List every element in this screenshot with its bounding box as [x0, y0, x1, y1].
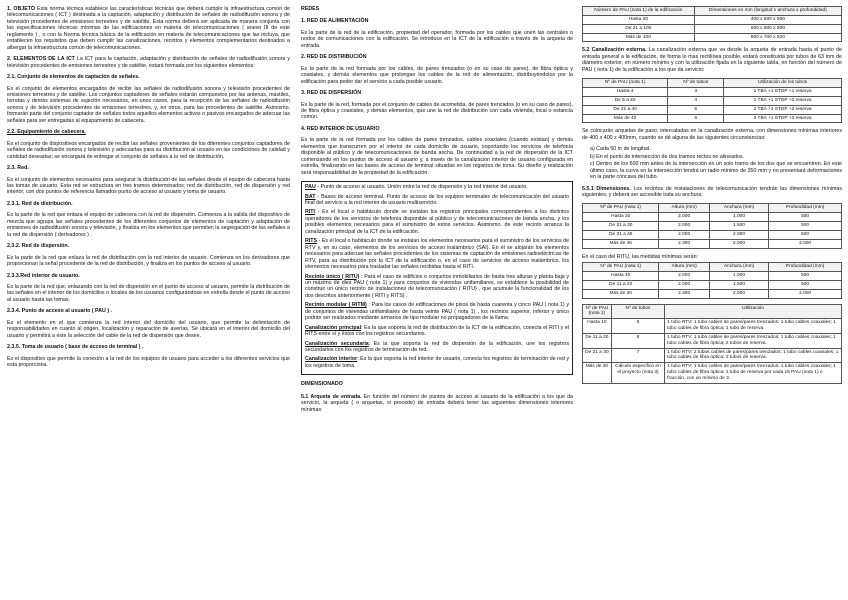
table-cell: 2.000	[659, 272, 709, 281]
table-cell: 500	[769, 272, 842, 281]
table-cell: 2.300	[659, 289, 709, 298]
paragraph-red-dispersion: Es la parte de la red, formada por el conjunto de cables de acometida, de pares trenzados (o en su caso de pares), de fibra óptica y coaxiales, y demás elementos, que une la red de distribución con cada vivienda, local o estancia común.	[301, 101, 573, 121]
table-recintos-dimensions	[582, 203, 842, 248]
table-cell: 500	[769, 213, 842, 222]
section-objeto: 1. OBJETO Esta norma técnica establece las características técnicas que deberá cumplir la infraestructura común de telecomunicaciones ( ICT ) destinada a la captación, adaptación y distribución de señales de radiodifusión sonora y de televisión procedentes de emisiones terrestres y de satélite. Esta norma deberá ser aplicada de manera conjunta con las especificaciones técnicas mínimas de las edificaciones en materia de telecomunicaciones ( anexo III de este reglamento ) , o con la Norma técnica básica de la edificación en materia de telecomunicaciones que las incluya, que establecen los requisitos que deben cumplir las canalizaciones, recintos y elementos complementarios destinados a albergar la infraestructura común de telecomunicaciones.	[7, 6, 290, 51]
table-header-cell: Nº de tubos	[668, 79, 724, 88]
table-row	[583, 15, 842, 24]
heading-2-3-1: 2.3.1. Red de distribución.	[7, 200, 73, 207]
column-3	[582, 6, 842, 598]
table-cell: 2.000	[659, 222, 709, 231]
table-cell: De 21 a 100	[583, 24, 695, 33]
table-cell: Más de 20	[583, 289, 659, 298]
condition-b: b) En el punto de intersección de dos tramos rectos no alineados.	[590, 153, 744, 160]
paragraph-5-2: 5.2 Canalización externa. La canalización externa que va desde la arqueta de entrada hasta el punto de entrada general a la edificación, de forma lo mas rectilínea posible, estará constituida por tubos de 63 mm de diámetro exterior, en número mínimo y con la utilización fijada en la siguiente tabla, en función del número de PAU ( nota 1) de la edificación a los que da servicio:	[582, 47, 842, 73]
def-ritu: Recinto único ( RITU) : Para el caso de edificios o conjuntos inmobiliarios de hasta tres alturas y planta baja y un máximo de diez PAU ( nota 1) y para conjuntos de viviendas unifamiliares, se establece la posibilidad de construir un único recinto de instalaciones de telecomunicación ( RITU) , que acumule la funcionalidad de los dos descritos anteriormente ( RITI y RITS) .	[305, 273, 569, 299]
paragraph-2-3-4: Es el elemento en el que comienza la red interior del domicilio del usuario, que permite la delimitación de responsabilidades en cuanto al origen, localización y reparación de averías. Se ubicará en el interior del domicilio del usuario y permitirá a éste la selección del cable de la red de dispersión que desee.	[7, 319, 290, 339]
def-canalizacion-interior: Canalización interior: Es la que soporta la red interior de usuario, conecta los registros de terminación de red y los registros de toma.	[305, 356, 569, 369]
section-elementos-ict: 2. ELEMENTOS DE LA ICT La ICT para la captación, adaptación y distribución de señales de radiodifusión sonora y televisión procedentes de emisiones terrestres y de satélite, estará formada por los siguientes elementos:	[7, 56, 290, 69]
heading-red-distribucion: 2. RED DE DISTRIBUCIÓN	[301, 54, 367, 61]
table-header-cell: Nº de PAU (nota 1)	[583, 79, 668, 88]
table-cell: 2 TBA +1 STDP +2 reserva	[724, 105, 842, 114]
heading-2-2: 2.2. Equipamiento de cabecera.	[7, 129, 86, 136]
table-header-cell: Dimensiones en mm (longitud x anchura x profundidad)	[694, 7, 841, 16]
table-row	[583, 280, 842, 289]
paragraph-2-3: Es el conjunto de elementos necesarios para asegurar la distribución de las señales desde el equipo de cabecera hasta las tomas de usuario. Esta red se estructura en tres tramos determinados, red de distribución, red de dispersión y red interior, con dos puntos de referencia llamados punto de acceso al usuario y toma de usuario.	[7, 176, 290, 196]
table-header-cell: Nº de PAU (nota 1)	[583, 304, 612, 319]
table-header-cell: Utilización de los tubos	[724, 79, 842, 88]
table-cell: 4	[668, 96, 724, 105]
table-cell: 1 tubo RTV; 1 tubo cables de pares/pares trenzados; 1 tubo cables coaxiales; 1 tubo cables de fibra óptica; 1 tubo de reserva.	[665, 319, 842, 334]
table-header-cell: Profundidad (mm)	[769, 263, 842, 272]
table-row	[583, 289, 842, 298]
paragraph-2-3-2: Es la parte de la red que enlaza la red de distribución con la red interior de usuario. Comienza en los derivadores que proporcionan la señal procedente de la red de distribución, y finaliza en los puntos de acceso al usuario.	[7, 254, 290, 268]
table-row	[583, 33, 842, 42]
table-header-cell: Nº de PAU (nota 1)	[583, 263, 659, 272]
table-cell: 2.000	[659, 231, 709, 240]
heading-2-1: 2.1. Conjunto de elementos de captación de señales.	[7, 74, 140, 81]
condition-c: c) Dentro de los 600 mm antes de la intersección en un solo tramo de los dos que se encuentren. En este último caso, la curva en la intersección tendrá un radio mínimo de 350 mm y no presentará deformaciones en la parte cóncava del tubo.	[590, 161, 842, 181]
paragraph-red-distribucion: Es la parte de la red formada por los cables, de pares trenzados (o en su caso de pares), de fibra óptica y coaxiales, y demás elementos que prolongan los cables de la red de alimentación, distribuyéndolos por la edificación para poder dar el servicio a cada posible usuario.	[301, 65, 573, 85]
paragraph-5-5-1: 5.5.1 Dimensiones. Los recintos de instalaciones de telecomunicación tendrán las dimensiones mínimas siguientes, y deberá ser accesible toda su anchura:	[582, 185, 842, 199]
heading-2-3-3: 2.3.3.Red interior de usuario.	[7, 272, 80, 279]
table-cell: 1.500	[709, 222, 768, 231]
table-row	[583, 114, 842, 123]
paragraph-2-3-3: Es la parte de la red que, enlazando con la red de dispersión en el punto de acceso al usuario, permite la distribución de las señales en el interior de los domicilios o locales de los usuarios configurándose en estrella desde el punto de acceso al usuario hasta las tomas.	[7, 283, 290, 303]
table-header-row	[583, 79, 842, 88]
heading-red-interior: 4. RED INTERIOR DE USUARIO	[301, 125, 380, 132]
table-cell: Hasta 4	[583, 88, 668, 97]
table-cell: Hasta 10	[583, 319, 612, 334]
heading-2-3-4: 2.3.4. Punto de acceso al usuario ( PAU ) .	[7, 308, 112, 315]
table-cell: 500	[769, 280, 842, 289]
table-cell: 7	[611, 348, 664, 363]
table-header-row	[583, 204, 842, 213]
table-header-cell: Anchura (mm)	[709, 204, 768, 213]
table-header-cell: Profundidad (mm)	[769, 204, 842, 213]
paragraph-red-interior: Es la parte de la red formada por los cables de pares trenzados, cables coaxiales (cuando existan) y demás elementos que transcurren por el interior de cada domicilio de usuario, soportando los servicios de telefonía disponible al público y de telecomunicaciones de banda ancha. De continuidad a la red de dispersión de la ICT comenzando en los puntos de acceso al usuario y, a través de la canalización interior de usuario configurada en estrella, finalizando en las bases de acceso de terminal situadas en los registros de toma. Su diseño y realización será responsabilidad de la propiedad de la edificación.	[301, 137, 573, 176]
table-header-cell: Nº de PAU (nota 1)	[583, 204, 659, 213]
table-cell: 2.000	[769, 239, 842, 248]
table-cell: 6	[611, 333, 664, 348]
table-cell: 2.000	[659, 213, 709, 222]
table-canalizacion-externa	[582, 78, 842, 123]
table-row	[583, 272, 842, 281]
table-row	[583, 319, 842, 334]
table-cell: 2.000	[709, 239, 768, 248]
def-bat: BAT - Bases de acceso terminal. Punto de acceso de los equipos terminales de telecomunicación del usuario final del servicio a la red interior de usuario multiservicio.	[305, 193, 569, 206]
table-arqueta-dimensions	[582, 6, 842, 42]
column-2	[301, 6, 573, 598]
column-1	[7, 6, 290, 598]
table-cell: 5	[611, 319, 664, 334]
heading-2-3: 2.3. Red.	[7, 165, 29, 172]
table-header-row	[583, 7, 842, 16]
table-cell: 1.500	[709, 280, 768, 289]
table-row	[583, 88, 842, 97]
table-cell: 2.000	[769, 289, 842, 298]
paragraph-2-3-5: Es el dispositivo que permite la conexión a la red de los equipos de usuario para acceder a los diferentes servicios que esta proporciona.	[7, 355, 290, 369]
table-cell: 1 tubo RTV; 2 tubos cables de pares/pares trenzados; 1 tubo cables coaxiales; 1 tubo cables de fibra óptica; 2 tubos de reserva.	[665, 348, 842, 363]
table-header-row	[583, 263, 842, 272]
def-ritm: Recinto modular ( RITM) : Para los casos de edificaciones de pisos de hasta cuarenta y cinco PAU ( nota 1) y de conjuntos de viviendas unifamiliares de hasta veinte PAU ( nota 1) , los recintos superior, inferior y único podrán ser realizados mediante armarios de tipo modular no propagadores de la llama.	[305, 302, 569, 322]
def-rits: RITS - Es el local o habitáculo donde se instalan los elementos necesarios para el suministro de los servicios de RTV y, en su caso, elementos de los servicios de acceso inalámbrico (SAI). En él se alojarán los elementos necesarios para adecuar las señales procedentes de los sistemas de captación de emisiones radioeléctricas de RTV, para su distribución por la ICT de la edificación o, en el caso de servicios de acceso inalámbrico, los elementos necesarios para trasladar las señales recibidas hasta el RITI.	[305, 238, 569, 271]
table-cell: 2.000	[659, 280, 709, 289]
table-canalizacion-principal-tubos	[582, 304, 842, 384]
table-cell: 3 TBA +1 STDP +2 reserva	[724, 114, 842, 123]
table-cell: Cálculo específico en el proyecto (nota 3)	[611, 363, 664, 384]
table-cell: 1 TBA +1 STDP +1 reserva	[724, 88, 842, 97]
def-pau: PAU - Punto de acceso al usuario. Unión entre la red de dispersión y la red interior del usuario.	[305, 184, 528, 191]
table-cell: De 31 a 45	[583, 231, 659, 240]
table-cell: De 21 a 30	[583, 222, 659, 231]
table-header-cell: Utilización	[665, 304, 842, 319]
table-cell: 2.000	[709, 289, 768, 298]
condition-a: a) Cada 50 m de longitud.	[590, 146, 651, 153]
paragraph-2-2: Es el conjunto de dispositivos encargados de recibir las señales provenientes de los diferentes conjuntos captadores de señales de radiodifusión sonora y televisión y adecuarlas para su distribución al usuario en las condiciones de calidad y cantidad deseadas; se encargará de entregar el conjunto de señales a la red de distribución.	[7, 140, 290, 160]
def-canalizacion-secundaria: Canalización secundaria: Es la que soporta la red de dispersión de la edificación, une los registros secundarios con los registros de terminación de red.	[305, 340, 569, 354]
table-cell: 400 x 600 x 800	[694, 15, 841, 24]
table-header-row	[583, 304, 842, 319]
table-cell: 1.000	[709, 213, 768, 222]
table-header-cell: Nº de tubos	[611, 304, 664, 319]
table-row	[583, 24, 842, 33]
heading-redes: REDES	[301, 6, 320, 12]
table-cell: 1 tubo RTV; 1 tubo cables de pares/pares trenzados; 1 tubo cables coaxiales; 1 tubo cables de fibra óptica; 2 tubos de reserva.	[665, 333, 842, 348]
paragraph-arquetas-paso: Se colocarán arquetas de paso, intercaladas en la canalización externa, con dimensiones mínimas interiores de 400 x 400 x 400mm, cuando se dé alguna de las siguientes circunstancias:	[582, 128, 842, 141]
table-cell: 1.000	[709, 272, 768, 281]
table-ritu-dimensions	[582, 262, 842, 298]
table-cell: Hasta 10	[583, 272, 659, 281]
paragraph-red-alimentacion: Es la parte de la red de la edificación, propiedad del operador, formada por los cables que unen las centrales o nodos de comunicaciones con la edificación. Se introduce en la ICT de la edificación a través de la arqueta de entrada.	[301, 29, 573, 49]
table-cell: De 5 a 20	[583, 96, 668, 105]
paragraph-5-1: 5.1 Arqueta de entrada. En función del número de puntos de acceso al usuario de la edificación a los que da servicio, la arqueta ( o arquetas, si procede) de entrada deberá tener las siguientes dimensiones interiores mínimas:	[301, 393, 573, 413]
table-header-cell: Altura (mm)	[659, 263, 709, 272]
table-cell: 500	[769, 222, 842, 231]
table-cell: 800 x 700 x 820	[694, 33, 841, 42]
table-row	[583, 105, 842, 114]
table-row	[583, 348, 842, 363]
table-cell: 500	[769, 231, 842, 240]
table-row	[583, 239, 842, 248]
table-header-cell: Número de PAU (nota 1) de la edificación	[583, 7, 695, 16]
table-cell: Más de 45	[583, 239, 659, 248]
table-row	[583, 231, 842, 240]
heading-2-3-2: 2.3.2. Red de dispersión.	[7, 243, 70, 250]
table-cell: De 21 a 30	[583, 348, 612, 363]
table-cell: 6	[668, 114, 724, 123]
table-cell: Más de 30	[583, 363, 612, 384]
table-row	[583, 213, 842, 222]
table-cell: 1 tubo RTV; 1 tubo cables de pares/pares trenzados; 1 tubo cables coaxiales; 1 tubo cables de fibra óptica; 1 tubo de reserva por cada 15 PAU (nota 1) o fracción, con un mínimo de 3.	[665, 363, 842, 384]
table-cell: Más de 40	[583, 114, 668, 123]
def-canalizacion-principal: Canalización principal: Es la que soporta la red de distribución de la ICT de la edificación, conecta el RITI y el RITS entre sí y éstos con los registros secundarios.	[305, 324, 569, 338]
table-cell: Hasta 20	[583, 213, 659, 222]
table-cell: Hasta 20	[583, 15, 695, 24]
heading-2-3-5: 2.3.5. Toma de usuario ( base de acceso de terminal ) .	[7, 344, 144, 351]
table-cell: 1 TBA +1 STDP +2 reserva	[724, 96, 842, 105]
paragraph-2-1: Es el conjunto de elementos encargados de recibir las señales de radiodifusión sonora y televisión procedentes de emisiones terrestres y de satélite. Los conjuntos captadores de señales estarán compuestos por las antenas, mástiles, torretas y demás sistemas de sujeción necesarios, en unos casos, para la recepción de las señales de radiodifusión sonora y de televisión procedentes de emisiones terrestres, y, en otros, para las procedentes de satélite. Asimismo, formarán parte del conjunto captador de señales todos aquellos elementos activos o pasivos encargados de adecuar las señales para ser entregadas al equipamiento de cabecera.	[7, 85, 290, 124]
table-header-cell: Altura (mm)	[659, 204, 709, 213]
table-cell: De 11 a 20	[583, 333, 612, 348]
table-cell: 2.000	[709, 231, 768, 240]
table-cell: De 21 a 40	[583, 105, 668, 114]
table-row	[583, 333, 842, 348]
def-riti: RITI - Es el local o habitáculo donde se instalan los registros principales correspondientes a los distintos operadores de los servicios de telefonía disponible al público y de telecomunicaciones de banda ancha, y los posibles elementos necesarios para el suministro de estos servicios. Asimismo, de este recinto arranca la canalización principal de la ICT de la edificación.	[305, 209, 569, 235]
table-cell: 3	[668, 88, 724, 97]
ritu-caption: En el caso del RITU, las medidas mínimas serán:	[582, 253, 698, 260]
definitions-box	[301, 181, 573, 375]
table-cell: 600 x 800 x 800	[694, 24, 841, 33]
heading-dimensionado: DIMENSIONADO	[301, 381, 343, 388]
table-cell: 2.300	[659, 239, 709, 248]
paragraph-2-3-1: Es la parte de la red que enlaza el equipo de cabecera con la red de dispersión. Comienza a la salida del dispositivo de mezcla que agrupa las señales procedentes de los diferentes conjuntos de elementos de captación y adaptación de emisiones de radiodifusión sonora y televisión, y finaliza en los elementos que permiten la segregación de las señales a la red de dispersión ( derivadores ) .	[7, 212, 290, 238]
table-header-cell: Anchura (mm)	[709, 263, 768, 272]
table-row	[583, 96, 842, 105]
heading-red-alimentacion: 1. RED DE ALIMENTACIÓN	[301, 18, 369, 25]
table-cell: Más de 100	[583, 33, 695, 42]
table-cell: De 11 a 20	[583, 280, 659, 289]
table-row	[583, 222, 842, 231]
table-cell: 5	[668, 105, 724, 114]
table-row	[583, 363, 842, 384]
heading-red-dispersion: 3. RED DE DISPERSIÓN	[301, 90, 362, 97]
